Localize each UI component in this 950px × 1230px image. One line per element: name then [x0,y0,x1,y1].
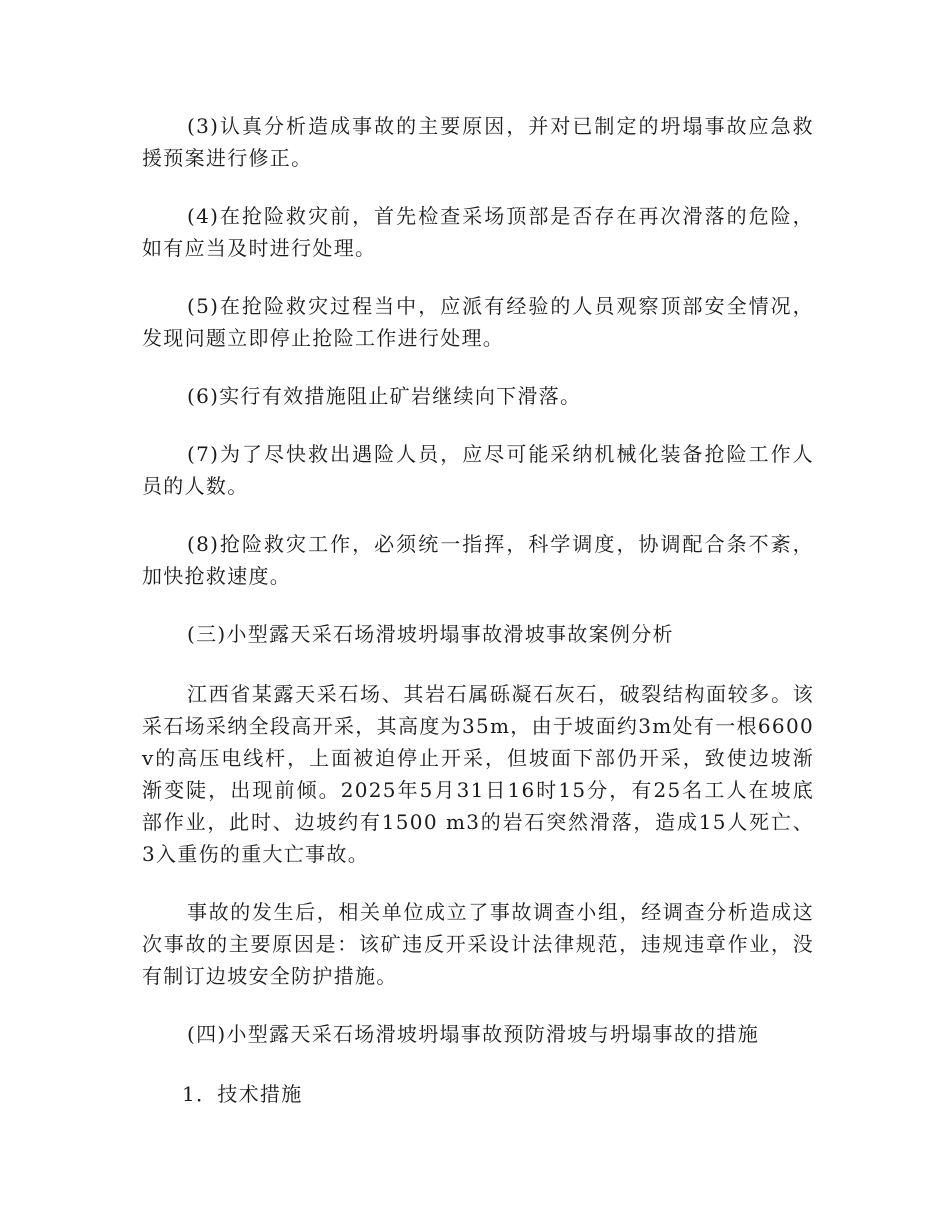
paragraph-item-5: (5)在抢险救灾过程当中，应派有经验的人员观察顶部安全情况，发现问题立即停止抢险工作进行处理。 [142,294,814,350]
document-page [142,110,814,1136]
paragraph-case-description: 江西省某露天采石场、其岩石属砾凝石灰石，破裂结构面较多。该采石场采纳全段高开采，其高度为35m，由于坡面约3m处有一根6600v的高压电线杆，上面被迫停止开采，但坡面下部仍开采，致使边坡渐渐变陡，出现前倾。2025年5月31日16时15分，有25名工人在坡底部作业，此时、边坡约有1500 m3的岩石突然滑落，造成15人死亡、3入重伤的重大亡事故。 [142,682,814,866]
subheading-technical-measures: 1．技术措施 [182,1082,303,1106]
paragraph-item-3: (3)认真分析造成事故的主要原因，并对已制定的坍塌事故应急救援预案进行修正。 [142,114,814,170]
paragraph-item-6: (6)实行有效措施阻止矿岩继续向下滑落。 [187,384,582,408]
paragraph-item-7: (7)为了尽快救出遇险人员，应尽可能采纳机械化装备抢险工作人员的人数。 [142,442,814,498]
section-heading-prevention: (四)小型露天采石场滑坡坍塌事故预防滑坡与坍塌事故的措施 [187,1022,760,1046]
paragraph-item-4: (4)在抢险救灾前，首先检查采场顶部是否存在再次滑落的危险，如有应当及时进行处理。 [142,204,814,260]
paragraph-item-8: (8)抢险救灾工作，必须统一指挥，科学调度，协调配合条不紊，加快抢救速度。 [142,532,814,588]
section-heading-case-analysis: (三)小型露天采石场滑坡坍塌事故滑坡事故案例分析 [187,622,674,646]
paragraph-case-cause: 事故的发生后，相关单位成立了事故调查小组，经调查分析造成这次事故的主要原因是：该矿违反开采设计法律规范，违规违章作业，没有制订边坡安全防护措施。 [142,900,814,988]
